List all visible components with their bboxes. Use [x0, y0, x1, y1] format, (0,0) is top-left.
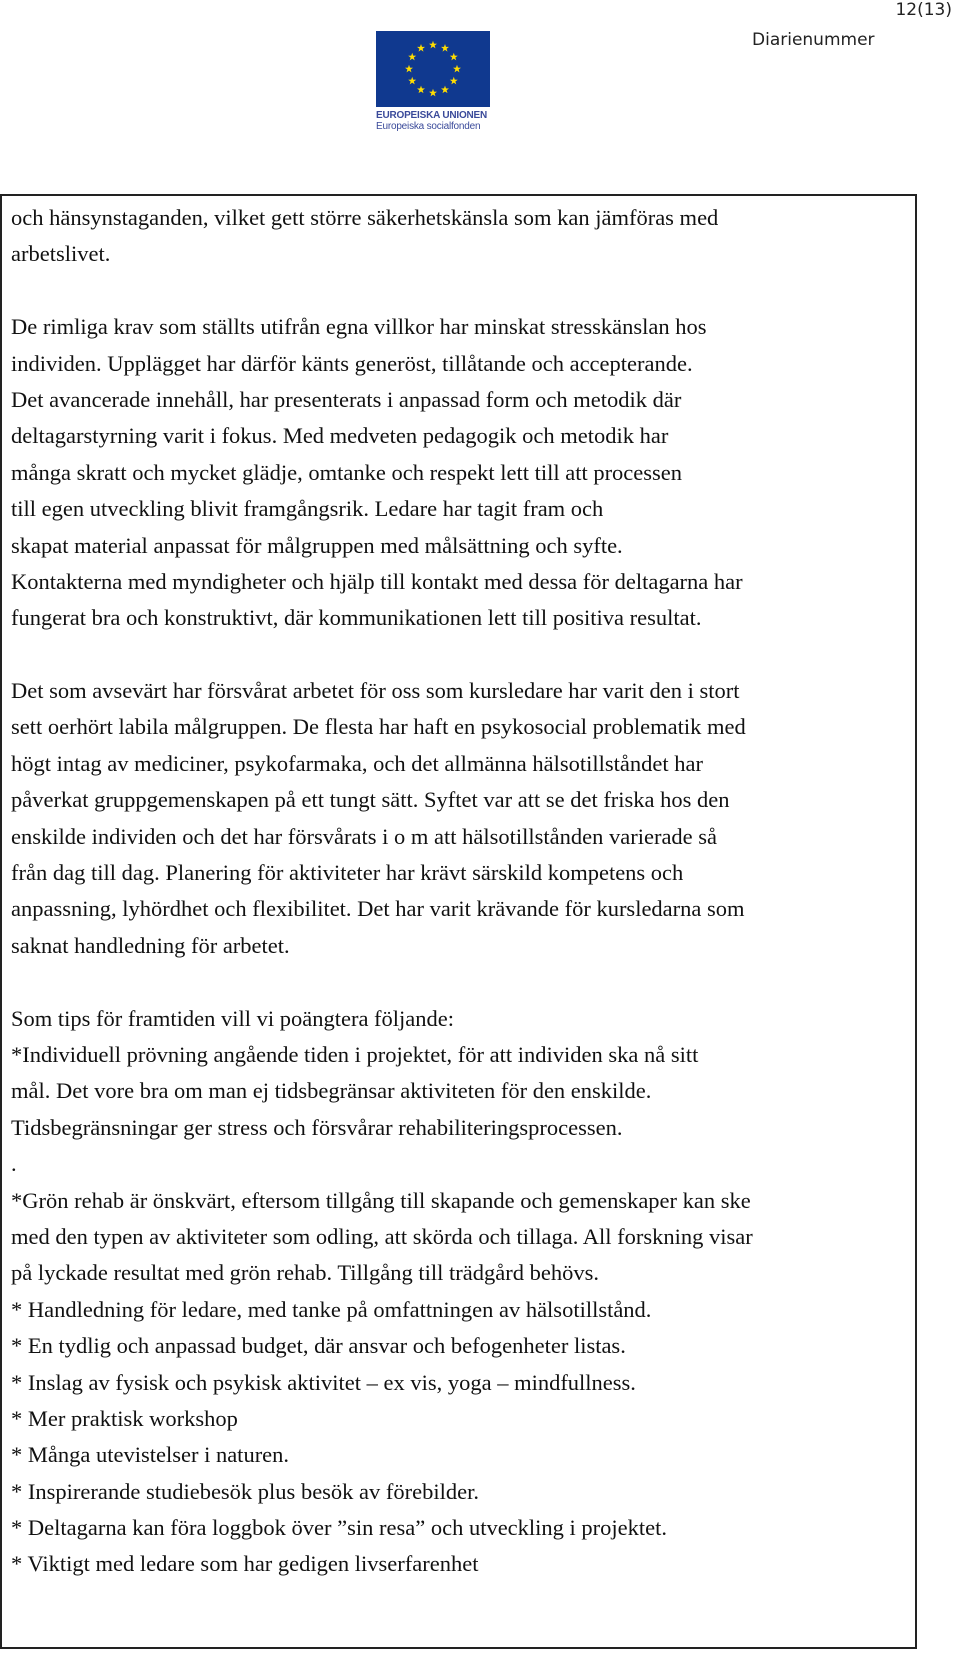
text-line: individen. Upplägget har därför känts generöst, tillåtande och accepterande.	[11, 350, 693, 376]
text-line: många skratt och mycket glädje, omtanke och respekt lett till att processen	[11, 459, 683, 485]
text-line: enskilde individen och det har försvårats i o m att hälsotillstånden varierade så	[11, 823, 718, 849]
text-line: saknat handledning för arbetet.	[11, 932, 290, 958]
text-line: fungerat bra och konstruktivt, där kommunikationen lett till positiva resultat.	[11, 605, 702, 631]
text-line: anpassning, lyhördhet och flexibilitet. Det har varit krävande för kursledarna som	[11, 896, 745, 922]
text-line: * Handledning för ledare, med tanke på omfattningen av hälsotillstånd.	[11, 1296, 652, 1322]
text-line: .	[11, 1151, 17, 1177]
text-line: högt intag av mediciner, psykofarmaka, och det allmänna hälsotillståndet har	[11, 750, 704, 776]
text-line: påverkat gruppgemenskapen på ett tungt sätt. Syftet var att se det friska hos den	[11, 787, 730, 813]
text-line: * Viktigt med ledare som har gedigen livserfarenhet	[11, 1551, 479, 1577]
text-line: * Inslag av fysisk och psykisk aktivitet – ex vis, yoga – mindfullness.	[11, 1369, 636, 1395]
logo-text-esf: Europeiska socialfonden	[376, 121, 481, 132]
text-line: deltagarstyrning varit i fokus. Med medveten pedagogik och metodik har	[11, 423, 669, 449]
text-line: från dag till dag. Planering för aktiviteter har krävt särskild kompetens och	[11, 860, 684, 886]
text-line: Som tips för framtiden vill vi poängtera följande:	[11, 1005, 455, 1031]
text-line: arbetslivet.	[11, 241, 111, 267]
text-line: Det avancerade innehåll, har presenterats i anpassad form och metodik där	[11, 386, 682, 412]
text-line: * Många utevistelser i naturen.	[11, 1442, 290, 1468]
text-line: och hänsynstaganden, vilket gett större säkerhetskänsla som kan jämföras med	[11, 205, 719, 230]
text-line: på lyckade resultat med grön rehab. Tillgång till trädgård behövs.	[11, 1260, 599, 1286]
text-line: Tidsbegränsningar ger stress och försvårar rehabiliteringsprocessen.	[11, 1114, 623, 1140]
text-line: * En tydlig och anpassad budget, där ansvar och befogenheter listas.	[11, 1333, 626, 1359]
page-number: 12(13)	[895, 0, 952, 20]
eu-logo	[376, 31, 490, 132]
content-box	[0, 194, 917, 1649]
diarienummer-label: Diarienummer	[752, 30, 875, 50]
text-line: skapat material anpassat för målgruppen med målsättning och syfte.	[11, 532, 623, 558]
text-line: * Deltagarna kan föra loggbok över ”sin resa” och utveckling i projektet.	[11, 1515, 668, 1541]
text-line: *Grön rehab är önskvärt, eftersom tillgång till skapande och gemenskaper kan ske	[11, 1187, 751, 1213]
text-line: * Mer praktisk workshop	[11, 1405, 238, 1431]
blank-line	[11, 273, 911, 309]
text-line: till egen utveckling blivit framgångsrik. Ledare har tagit fram och	[11, 496, 604, 522]
eu-flag-icon	[376, 31, 490, 107]
blank-line	[11, 637, 911, 673]
text-line: De rimliga krav som ställts utifrån egna villkor har minskat stresskänslan hos	[11, 314, 707, 340]
text-line: med den typen av aktiviteter som odling, att skörda och tillaga. All forskning visar	[11, 1223, 753, 1249]
blank-line	[11, 964, 911, 1000]
body-text	[11, 200, 911, 1583]
text-line: *Individuell prövning angående tiden i projektet, för att individen ska nå sitt	[11, 1041, 699, 1067]
logo-text-eu: EUROPEISKA UNIONEN	[376, 110, 488, 121]
text-line: mål. Det vore bra om man ej tidsbegränsar aktiviteten för den enskilde.	[11, 1078, 652, 1104]
text-line: Det som avsevärt har försvårat arbetet för oss som kursledare har varit den i stort	[11, 678, 740, 704]
text-line: sett oerhört labila målgruppen. De flesta har haft en psykosocial problematik med	[11, 714, 746, 740]
text-line: Kontakterna med myndigheter och hjälp till kontakt med dessa för deltagarna har	[11, 568, 743, 594]
text-line: * Inspirerande studiebesök plus besök av förebilder.	[11, 1478, 480, 1504]
